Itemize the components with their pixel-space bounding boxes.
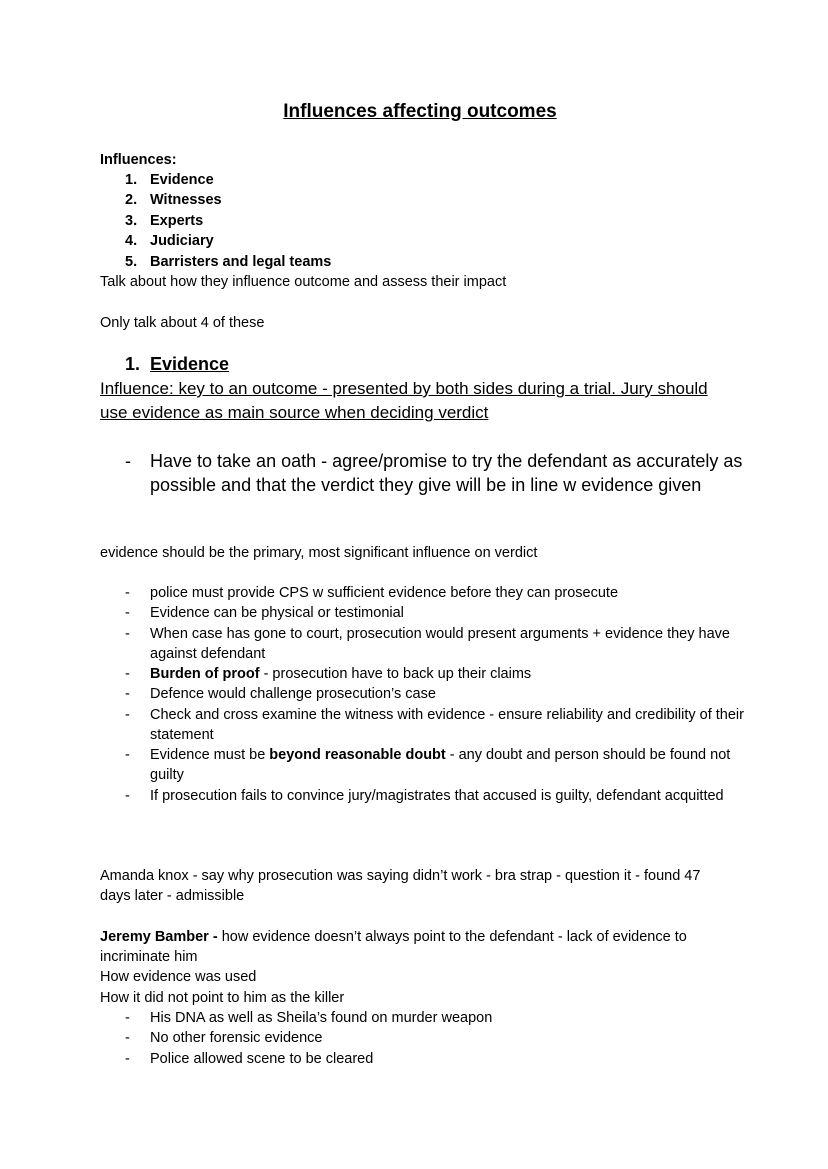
dash-marker: - [125,1030,130,1046]
dash-marker: - [125,1051,130,1067]
dash-marker: - [125,686,130,702]
instruction-text: Talk about how they influence outcome and assess their impact [100,274,507,290]
section-title: Evidence [150,354,230,374]
bullet-text: Evidence can be physical or testimonial [150,605,404,621]
dash-marker: - [125,626,130,642]
dash-marker: - [125,707,130,723]
bullet-text: Defence would challenge prosecution’s case [150,686,436,702]
jeremy-bamber-note: Jeremy Bamber - how evidence doesn’t always point to the defendant - lack of evidence to incriminate him [100,929,687,966]
amanda-knox-note: Amanda knox - say why prosecution was saying didn’t work - bra strap - question it - found 47 days later - admissible [100,868,701,905]
dash-marker: - [125,747,130,763]
dash-marker: - [125,666,130,682]
bullet-text: No other forensic evidence [150,1030,323,1046]
bullet-text: Burden of proof - prosecution have to back up their claims [150,666,532,682]
bullet-text: Have to take an oath - agree/promise to try the defendant as accurately as possible and that the verdict they give will be in line w evidence given [150,451,743,495]
section-number: 1. [125,354,141,374]
page-title: Influences affecting outcomes [283,101,557,122]
dash-marker: - [125,605,130,621]
bold-term: Burden of proof [150,666,260,682]
influences-label: Influences: [100,152,177,168]
bullet-text: police must provide CPS w sufficient evidence before they can prosecute [150,585,619,601]
bullet-text: Police allowed scene to be cleared [150,1051,374,1067]
list-number: 4. [125,233,138,249]
list-item-label: Judiciary [150,233,214,249]
list-number: 3. [125,213,138,229]
dash-marker: - [125,788,130,804]
note-line: How evidence was used [100,969,257,985]
bullet-text: If prosecution fails to convince jury/magistrates that accused is guilty, defendant acquitted [150,788,724,804]
bullet-text: When case has gone to court, prosecution would present arguments + evidence they have against defendant [150,626,730,663]
summary-text: evidence should be the primary, most significant influence on verdict [100,545,538,561]
list-item-label: Witnesses [150,192,222,208]
bold-term: Jeremy Bamber - [100,929,218,945]
list-number: 1. [125,172,138,188]
instruction-text: Only talk about 4 of these [100,315,265,331]
influence-statement: Influence: key to an outcome - presented by both sides during a trial. Jury should use evidence as main source when deciding verdict [100,379,708,422]
note-line: How it did not point to him as the killer [100,990,345,1006]
bullet-text: Check and cross examine the witness with evidence - ensure reliability and credibility of their statement [150,707,744,744]
dash-marker: - [125,451,131,471]
bold-term: beyond reasonable doubt [269,747,446,763]
dash-marker: - [125,1010,130,1026]
list-item-label: Experts [150,213,204,229]
list-number: 2. [125,192,138,208]
bullet-text: His DNA as well as Sheila’s found on murder weapon [150,1010,493,1026]
list-number: 5. [125,254,138,270]
dash-marker: - [125,585,130,601]
list-item-label: Barristers and legal teams [150,254,332,270]
bullet-text: Evidence must be beyond reasonable doubt - any doubt and person should be found not guilty [150,747,731,784]
list-item-label: Evidence [150,172,214,188]
